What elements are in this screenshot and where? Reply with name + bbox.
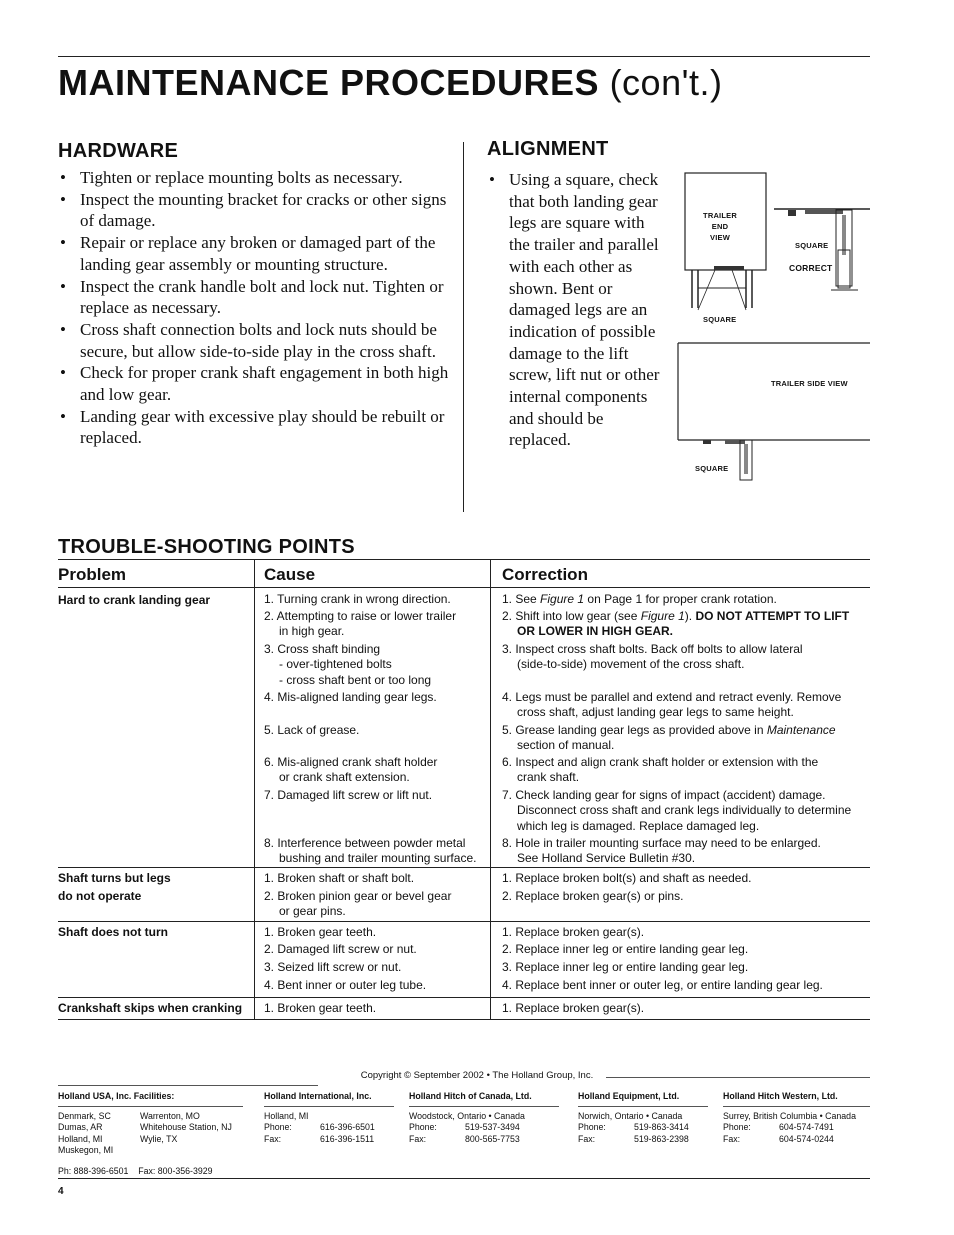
alignment-heading: ALIGNMENT <box>487 138 609 160</box>
footer-rule <box>606 1077 870 1078</box>
list-item: 1. Replace broken bolt(s) and shaft as needed. <box>502 871 752 885</box>
list-item: 5. Lack of grease. <box>264 723 360 737</box>
col-header-cause: Cause <box>264 565 316 584</box>
list-item: 6. Mis-aligned crank shaft holder or crank shaft extension. <box>264 755 438 785</box>
list-item: • Check for proper crank shaft engagement in both high and low gear. <box>58 362 453 405</box>
list-item: • Landing gear with excessive play should be rebuilt or replaced. <box>58 406 453 449</box>
side-view-label: TRAILER SIDE VIEW <box>771 379 848 388</box>
copyright: Copyright © September 2002 • The Holland Group, Inc. <box>360 1070 594 1081</box>
table-top-rule <box>58 559 870 560</box>
list-item: 7. Damaged lift screw or lift nut. <box>264 788 433 802</box>
problem-cell: Shaft turns but legs do not operate <box>58 871 171 903</box>
list-item: 1. Broken gear teeth. <box>264 925 377 939</box>
correct-label: CORRECT <box>789 263 833 273</box>
page-title: MAINTENANCE PROCEDURES (con't.) <box>58 62 723 103</box>
table-header-rule <box>58 587 870 588</box>
list-item: 3. Seized lift screw or nut. <box>264 960 402 974</box>
problem-cell: Crankshaft skips when cranking <box>58 1001 243 1015</box>
list-item: 4. Mis-aligned landing gear legs. <box>264 690 437 704</box>
holland-canada: Holland Hitch of Canada, Ltd. Woodstock, Ontario • Canada Phone: 519-537-3494 Fax: 800-565-7753 <box>409 1091 559 1145</box>
col-header-correction: Correction <box>502 565 588 584</box>
table-divider <box>490 560 491 1020</box>
list-item: 1. Broken shaft or shaft bolt. <box>264 871 415 885</box>
row-rule <box>58 921 870 922</box>
list-item: • Tighten or replace mounting bolts as necessary. <box>58 167 453 189</box>
list-item: 8. Interference between powder metal bushing and trailer mounting surface. <box>264 836 477 866</box>
page-number: 4 <box>58 1186 64 1197</box>
table-bottom-rule <box>58 1019 870 1020</box>
list-item: 2. Shift into low gear (see Figure 1). DO NOT ATTEMPT TO LIFT OR LOWER IN HIGH GEAR. <box>502 609 850 639</box>
list-item: 2. Attempting to raise or lower trailer in high gear. <box>264 609 457 639</box>
square-label: SQUARE <box>795 241 829 250</box>
usa-facilities: Holland USA, Inc. Facilities: Denmark, SC Dumas, AR Holland, MI Muskegon, MI Warrenton, MO Whitehouse Station, NJ Wylie, TX Ph: 888-396-6501 Fax: 800-356-3929 <box>58 1091 248 1177</box>
list-item: 2. Broken pinion gear or bevel gear or gear pins. <box>264 889 452 919</box>
list-item: 1. See Figure 1 on Page 1 for proper crank rotation. <box>502 592 777 606</box>
list-item: 1. Turning crank in wrong direction. <box>264 592 451 606</box>
list-item: • Using a square, check that both landing gear legs are square with the trailer and parallel with each other as shown. Bent or damaged legs are an indication of possible damage to the lift screw, lift nut or other internal components and should be replaced. <box>487 169 669 451</box>
correction-cell <box>502 1001 867 1016</box>
hardware-heading: HARDWARE <box>58 140 179 162</box>
holland-equipment: Holland Equipment, Ltd. Norwich, Ontario • Canada Phone: 519-863-3414 Fax: 519-863-2398 <box>578 1091 708 1145</box>
list-item: 1. Replace broken gear(s). <box>502 1001 645 1015</box>
column-divider <box>463 142 464 512</box>
list-item: 7. Check landing gear for signs of impact (accident) damage. Disconnect cross shaft and crank legs individually to determine which leg is damaged. Replace damaged leg. <box>502 788 852 833</box>
end-view-label: TRAILER END VIEW <box>703 211 737 242</box>
problem-cell: Hard to crank landing gear <box>58 593 211 607</box>
list-item: 8. Hole in trailer mounting surface may need to be enlarged. See Holland Service Bulletin #30. <box>502 836 821 866</box>
list-item: • Inspect the mounting bracket for cracks or other signs of damage. <box>58 189 453 232</box>
top-rule <box>58 56 870 57</box>
list-item: 3. Inspect cross shaft bolts. Back off bolts to allow lateral (side-to-side) movement of the cross shaft. <box>502 642 803 672</box>
square-label: SQUARE <box>695 464 729 473</box>
hardware-list <box>58 167 453 449</box>
list-item: 3. Cross shaft binding - over-tightened bolts - cross shaft bent or too long <box>264 642 432 687</box>
problem-cell: Shaft does not turn <box>58 925 168 939</box>
list-item: 3. Replace inner leg or entire landing gear leg. <box>502 960 749 974</box>
list-item: • Cross shaft connection bolts and lock nuts should be secure, but allow side-to-side play in the cross shaft. <box>58 319 453 362</box>
cause-cell <box>264 1001 489 1016</box>
list-item: 4. Replace bent inner or outer leg, or entire landing gear leg. <box>502 978 823 992</box>
list-item: • Repair or replace any broken or damaged part of the landing gear assembly or mounting structure. <box>58 232 453 275</box>
trouble-heading: TROUBLE-SHOOTING POINTS <box>58 536 355 558</box>
list-item: 6. Inspect and align crank shaft holder or extension with the crank shaft. <box>502 755 819 785</box>
list-item: 2. Replace inner leg or entire landing gear leg. <box>502 942 749 956</box>
col-header-problem: Problem <box>58 565 127 584</box>
holland-western: Holland Hitch Western, Ltd. Surrey, British Columbia • Canada Phone: 604-574-7491 Fax: 604-574-0244 <box>723 1091 870 1145</box>
list-item: 4. Legs must be parallel and extend and retract evenly. Remove cross shaft, adjust landing gear legs to same height. <box>502 690 842 720</box>
alignment-list <box>487 169 669 451</box>
footer-rule <box>58 1085 318 1086</box>
list-item: 2. Replace broken gear(s) or pins. <box>502 889 684 903</box>
list-item: • Inspect the crank handle bolt and lock nut. Tighten or replace as necessary. <box>58 276 453 319</box>
list-item: 1. Replace broken gear(s). <box>502 925 645 939</box>
row-rule <box>58 997 870 998</box>
list-item: 2. Damaged lift screw or nut. <box>264 942 417 956</box>
row-rule <box>58 867 870 868</box>
square-label: SQUARE <box>703 315 737 324</box>
table-divider <box>254 560 255 1020</box>
list-item: 4. Bent inner or outer leg tube. <box>264 978 427 992</box>
list-item: 5. Grease landing gear legs as provided above in Maintenance section of manual. <box>502 723 836 753</box>
bottom-rule <box>58 1178 870 1179</box>
holland-international: Holland International, Inc. Holland, MI Phone: 616-396-6501 Fax: 616-396-1511 <box>264 1091 394 1145</box>
list-item: 1. Broken gear teeth. <box>264 1001 377 1015</box>
